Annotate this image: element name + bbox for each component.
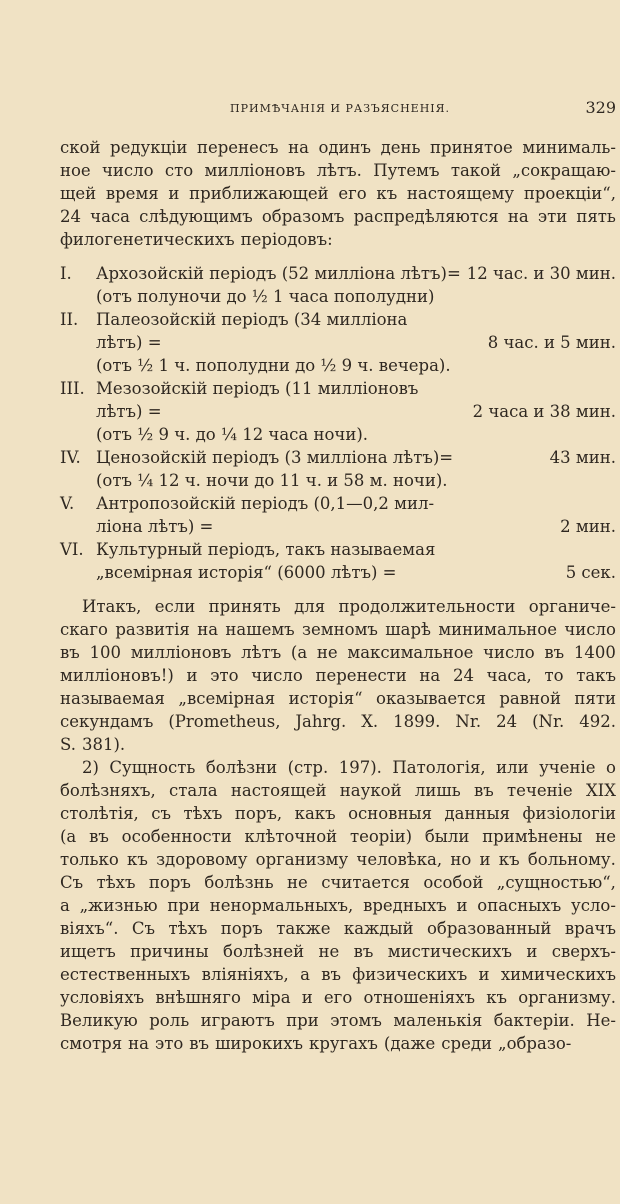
word: и bbox=[478, 965, 490, 984]
period-numeral bbox=[60, 423, 96, 446]
word: врачъ bbox=[564, 919, 616, 938]
word: (Nr. bbox=[532, 712, 565, 731]
period-text bbox=[96, 308, 612, 331]
period-text bbox=[96, 446, 546, 469]
period-description: (отъ ½ 9 ч. до ¼ 12 часа ночи). bbox=[96, 425, 369, 444]
word: особой bbox=[423, 873, 484, 892]
word: на bbox=[288, 138, 309, 157]
text-line bbox=[60, 618, 616, 641]
text-line bbox=[60, 1032, 616, 1055]
word: кругахъ bbox=[309, 1034, 378, 1053]
word: равной bbox=[499, 689, 561, 708]
period-text bbox=[96, 492, 612, 515]
word: играютъ bbox=[200, 1011, 275, 1030]
word: (а bbox=[290, 643, 308, 662]
word: не bbox=[316, 643, 338, 662]
period-text bbox=[96, 377, 612, 400]
word: въ bbox=[60, 643, 80, 662]
word: не bbox=[318, 942, 340, 961]
word: называемая bbox=[60, 689, 165, 708]
word: образомъ bbox=[261, 207, 345, 226]
word: 24 bbox=[496, 712, 518, 731]
word: „сущностью“, bbox=[496, 873, 616, 892]
word: развитія bbox=[115, 620, 190, 639]
period-text bbox=[96, 469, 612, 492]
period-numeral bbox=[60, 331, 96, 354]
word: „сокращаю- bbox=[512, 161, 616, 180]
text-line bbox=[60, 756, 616, 779]
period-description: Архозойскій періодъ (52 милліона лѣтъ)= bbox=[96, 264, 461, 283]
word: максимальное bbox=[347, 643, 474, 662]
word: физическихъ bbox=[352, 965, 468, 984]
period-description: Ценозойскій періодъ (3 милліона лѣтъ)= bbox=[96, 448, 454, 467]
word: роль bbox=[149, 1011, 190, 1030]
period-duration: 2 часа и 38 мин. bbox=[472, 402, 616, 421]
word: 1899. bbox=[393, 712, 441, 731]
word: милліоновъ bbox=[204, 161, 306, 180]
word: милліоновъ bbox=[130, 643, 232, 662]
period-description: лѣтъ) = bbox=[96, 402, 162, 421]
text-line bbox=[60, 871, 616, 894]
word: Jahrg. bbox=[295, 712, 347, 731]
word: Съ bbox=[131, 919, 156, 938]
word: человѣка, bbox=[356, 850, 443, 869]
word: его bbox=[323, 988, 353, 1007]
word: внѣшняго bbox=[155, 988, 241, 1007]
intro-paragraph bbox=[60, 136, 616, 251]
word: этомъ bbox=[330, 1011, 382, 1030]
word: ской bbox=[60, 138, 101, 157]
word: земномъ bbox=[302, 620, 378, 639]
period-description: ліона лѣтъ) = bbox=[96, 517, 214, 536]
period-text bbox=[96, 400, 469, 423]
word: но bbox=[450, 850, 472, 869]
text-line bbox=[60, 894, 616, 917]
word: пяти bbox=[574, 689, 616, 708]
word: нашемъ bbox=[225, 620, 295, 639]
word: усло- bbox=[570, 896, 616, 915]
period-numeral: III. bbox=[60, 379, 85, 398]
running-title: ПРИМѢЧАНІЯ И РАЗЪЯСНЕНІЯ. bbox=[230, 102, 451, 115]
text-line bbox=[60, 136, 616, 159]
word: а bbox=[60, 896, 70, 915]
text-line bbox=[60, 1009, 616, 1032]
word: среди bbox=[441, 1034, 493, 1053]
word: вліяніяхъ, bbox=[201, 965, 289, 984]
word: о bbox=[605, 758, 616, 777]
word: (стр. bbox=[287, 758, 329, 777]
word: число bbox=[564, 620, 616, 639]
word: лѣтъ bbox=[241, 643, 282, 662]
period-text bbox=[96, 561, 562, 584]
word: теоріи) bbox=[349, 827, 413, 846]
word: Путемъ bbox=[373, 161, 440, 180]
word: 1400 bbox=[573, 643, 616, 662]
word: пять bbox=[576, 207, 616, 226]
word: и bbox=[301, 988, 313, 1007]
word: 100 bbox=[89, 643, 121, 662]
text-line bbox=[60, 848, 616, 871]
word: органиче- bbox=[528, 597, 616, 616]
period-description: (отъ ¼ 12 ч. ночи до 11 ч. и 58 м. ночи). bbox=[96, 471, 448, 490]
text-line bbox=[60, 963, 616, 986]
word: примѣнены bbox=[482, 827, 583, 846]
disease-paragraph bbox=[60, 756, 616, 1055]
word: 492. bbox=[579, 712, 616, 731]
word: секундамъ bbox=[60, 712, 154, 731]
period-line bbox=[60, 423, 616, 446]
period-description: Палеозойскій періодъ (34 милліона bbox=[96, 310, 408, 329]
word: и bbox=[479, 850, 491, 869]
period-line bbox=[60, 515, 616, 538]
word: особенности bbox=[121, 827, 232, 846]
word: поръ, bbox=[234, 804, 283, 823]
word: естественныхъ bbox=[60, 965, 191, 984]
word: химическихъ bbox=[500, 965, 616, 984]
word: не bbox=[287, 873, 308, 892]
text-line bbox=[60, 182, 616, 205]
period-description: „всемірная исторія“ (6000 лѣтъ) = bbox=[96, 563, 397, 582]
word: при bbox=[286, 1011, 319, 1030]
word: мистическихъ bbox=[387, 942, 512, 961]
word: перенесъ bbox=[196, 138, 279, 157]
word: число bbox=[102, 161, 154, 180]
text-line bbox=[60, 205, 616, 228]
word: „образо- bbox=[498, 1034, 572, 1053]
word: шарѣ bbox=[385, 620, 431, 639]
text-line bbox=[60, 687, 616, 710]
word: часа bbox=[90, 207, 130, 226]
word: здоровому bbox=[156, 850, 248, 869]
word: только bbox=[60, 850, 119, 869]
word: эти bbox=[537, 207, 568, 226]
word: каждый bbox=[343, 919, 414, 938]
period-line bbox=[60, 262, 616, 285]
summary-paragraph bbox=[60, 595, 616, 756]
word: перенести bbox=[315, 666, 407, 685]
period-text bbox=[96, 331, 484, 354]
period-numeral: I. bbox=[60, 264, 72, 283]
word: тѣхъ bbox=[168, 919, 208, 938]
word: Великую bbox=[60, 1011, 138, 1030]
word: XIX bbox=[585, 781, 616, 800]
word: къ bbox=[376, 184, 398, 203]
word: распредѣляются bbox=[353, 207, 499, 226]
word: и bbox=[456, 896, 468, 915]
period-line bbox=[60, 538, 616, 561]
word: въ bbox=[473, 781, 494, 800]
word: Сущность bbox=[109, 758, 196, 777]
period-text bbox=[96, 285, 612, 308]
word: число bbox=[251, 666, 303, 685]
word: теченіе bbox=[507, 781, 573, 800]
word: ненормальныхъ, bbox=[209, 896, 354, 915]
text-line bbox=[60, 986, 616, 1009]
period-list bbox=[60, 262, 616, 584]
word: организму. bbox=[518, 988, 616, 1007]
period-description: Мезозойскій періодъ (11 милліоновъ bbox=[96, 379, 419, 398]
page-number: 329 bbox=[585, 98, 616, 117]
word: Итакъ, bbox=[82, 597, 142, 616]
word: при bbox=[167, 896, 200, 915]
word: принять bbox=[208, 597, 281, 616]
word: такъ bbox=[576, 666, 616, 685]
word: лишь bbox=[414, 781, 461, 800]
word: 197). bbox=[338, 758, 382, 777]
word: 381). bbox=[81, 735, 126, 754]
text-line bbox=[60, 159, 616, 182]
word: лѣтъ. bbox=[316, 161, 362, 180]
text-line bbox=[60, 733, 616, 756]
word: если bbox=[154, 597, 196, 616]
period-line bbox=[60, 377, 616, 400]
word: періодовъ: bbox=[240, 230, 333, 249]
word: Съ bbox=[60, 873, 84, 892]
word: не bbox=[595, 827, 616, 846]
word: а bbox=[300, 965, 310, 984]
period-description: (отъ ½ 1 ч. пополудни до ½ 9 ч. вечера). bbox=[96, 356, 451, 375]
word: щей bbox=[60, 184, 97, 203]
word: наукой bbox=[339, 781, 402, 800]
period-numeral: IV. bbox=[60, 448, 81, 467]
text-line bbox=[60, 228, 616, 251]
word: Не- bbox=[586, 1011, 616, 1030]
period-numeral bbox=[60, 285, 96, 308]
period-line bbox=[60, 561, 616, 584]
text-line bbox=[60, 641, 616, 664]
word: болѣзней bbox=[223, 942, 305, 961]
period-line bbox=[60, 446, 616, 469]
period-line bbox=[60, 354, 616, 377]
word: вредныхъ bbox=[363, 896, 447, 915]
word: также bbox=[276, 919, 331, 938]
word: число bbox=[483, 643, 535, 662]
period-line bbox=[60, 400, 616, 423]
word: настоящей bbox=[230, 781, 327, 800]
word: и bbox=[526, 942, 538, 961]
word: въ bbox=[321, 965, 341, 984]
period-description: (отъ полуночи до ½ 1 часа пополудни) bbox=[96, 287, 435, 306]
word: исторія“ bbox=[288, 689, 363, 708]
period-text bbox=[96, 538, 612, 561]
word: къ bbox=[498, 850, 520, 869]
word: милліоновъ!) bbox=[60, 666, 174, 685]
period-text bbox=[96, 354, 612, 377]
word: условіяхъ bbox=[60, 988, 145, 1007]
word: къ bbox=[127, 850, 148, 869]
period-duration: 2 мин. bbox=[560, 517, 616, 536]
period-line bbox=[60, 285, 616, 308]
period-numeral: VI. bbox=[60, 540, 84, 559]
period-text bbox=[96, 515, 556, 538]
period-description: Антропозойскій періодъ (0,1—0,2 мил- bbox=[96, 494, 435, 513]
word: слѣдующимъ bbox=[139, 207, 253, 226]
text-line bbox=[60, 825, 616, 848]
word: считается bbox=[321, 873, 410, 892]
word: ное bbox=[60, 161, 91, 180]
word: минималь- bbox=[522, 138, 616, 157]
period-numeral bbox=[60, 561, 96, 584]
period-numeral: V. bbox=[60, 494, 75, 513]
word: съ bbox=[151, 804, 172, 823]
word: или bbox=[496, 758, 529, 777]
period-numeral bbox=[60, 354, 96, 377]
word: 2) bbox=[82, 758, 99, 777]
word: S. bbox=[60, 735, 76, 754]
word: болѣзняхъ, bbox=[60, 781, 156, 800]
word: физіологіи bbox=[522, 804, 616, 823]
word: въ bbox=[189, 1034, 210, 1053]
word: 24 bbox=[452, 666, 474, 685]
word: это bbox=[154, 1034, 184, 1053]
word: ищетъ bbox=[60, 942, 116, 961]
period-numeral bbox=[60, 515, 96, 538]
word: „жизнью bbox=[79, 896, 158, 915]
word: редукціи bbox=[110, 138, 188, 157]
word: его bbox=[338, 184, 367, 203]
word: стала bbox=[169, 781, 218, 800]
word: больному. bbox=[527, 850, 616, 869]
text-line bbox=[60, 595, 616, 618]
word: сто bbox=[164, 161, 194, 180]
word: филогенетическихъ bbox=[60, 230, 235, 249]
text-line bbox=[60, 917, 616, 940]
period-line bbox=[60, 308, 616, 331]
word: X. bbox=[361, 712, 379, 731]
period-line bbox=[60, 331, 616, 354]
word: Патологія, bbox=[392, 758, 486, 777]
period-duration: 43 мин. bbox=[549, 448, 616, 467]
word: смотря bbox=[60, 1034, 123, 1053]
text-line bbox=[60, 779, 616, 802]
word: такой bbox=[450, 161, 502, 180]
word: оказывается bbox=[376, 689, 486, 708]
word: столѣтія, bbox=[60, 804, 139, 823]
word: день bbox=[380, 138, 421, 157]
word: поръ bbox=[148, 873, 191, 892]
word: болѣзни bbox=[205, 758, 278, 777]
text-line bbox=[60, 710, 616, 733]
word: міра bbox=[252, 988, 291, 1007]
page-header bbox=[60, 98, 616, 122]
period-description: лѣтъ) = bbox=[96, 333, 162, 352]
word: ученіе bbox=[539, 758, 596, 777]
word: образованный bbox=[426, 919, 552, 938]
word: одинъ bbox=[318, 138, 372, 157]
word: продолжительности bbox=[338, 597, 516, 616]
word: настоящему bbox=[406, 184, 515, 203]
word: были bbox=[424, 827, 470, 846]
word: „всемірная bbox=[178, 689, 276, 708]
word: отношеніяхъ bbox=[363, 988, 476, 1007]
word: въ bbox=[544, 643, 565, 662]
word: на bbox=[197, 620, 219, 639]
period-numeral bbox=[60, 400, 96, 423]
word: тѣхъ bbox=[96, 873, 136, 892]
period-duration: 12 час. и 30 мин. bbox=[466, 264, 616, 283]
word: къ bbox=[486, 988, 508, 1007]
word: причины bbox=[130, 942, 209, 961]
word: то bbox=[544, 666, 564, 685]
period-line bbox=[60, 469, 616, 492]
word: какъ bbox=[294, 804, 336, 823]
word: основныя bbox=[348, 804, 433, 823]
period-duration: 8 час. и 5 мин. bbox=[487, 333, 616, 352]
word: широкихъ bbox=[215, 1034, 304, 1053]
word: и bbox=[168, 184, 180, 203]
word: поръ bbox=[220, 919, 263, 938]
word: на bbox=[507, 207, 529, 226]
word: болѣзнь bbox=[204, 873, 274, 892]
word: это bbox=[210, 666, 239, 685]
word: 24 bbox=[60, 207, 81, 226]
word: скаго bbox=[60, 620, 108, 639]
word: віяхъ“. bbox=[60, 919, 119, 938]
word: (даже bbox=[383, 1034, 436, 1053]
word: въ bbox=[89, 827, 109, 846]
word: проекціи“, bbox=[523, 184, 616, 203]
word: часа, bbox=[486, 666, 532, 685]
period-duration: 5 сек. bbox=[565, 563, 616, 582]
word: и bbox=[186, 666, 198, 685]
word: клѣточной bbox=[244, 827, 338, 846]
word: опасныхъ bbox=[477, 896, 562, 915]
word: тѣхъ bbox=[183, 804, 223, 823]
word: приближающей bbox=[189, 184, 329, 203]
period-numeral bbox=[60, 469, 96, 492]
word: принятое bbox=[430, 138, 513, 157]
text-line bbox=[60, 940, 616, 963]
period-numeral: II. bbox=[60, 310, 79, 329]
word: время bbox=[105, 184, 159, 203]
period-line bbox=[60, 492, 616, 515]
word: маленькія bbox=[393, 1011, 483, 1030]
period-description: Культурный періодъ, такъ называемая bbox=[96, 540, 436, 559]
word: въ bbox=[353, 942, 374, 961]
word: на bbox=[419, 666, 441, 685]
word: Nr. bbox=[455, 712, 482, 731]
word: для bbox=[294, 597, 326, 616]
word: минимальное bbox=[438, 620, 558, 639]
body-text bbox=[60, 136, 616, 1055]
word: (а bbox=[60, 827, 77, 846]
word: организму bbox=[255, 850, 349, 869]
word: (Prometheus, bbox=[168, 712, 281, 731]
period-text bbox=[96, 262, 463, 285]
word: бактеріи. bbox=[493, 1011, 575, 1030]
word: на bbox=[128, 1034, 149, 1053]
word: сверхъ- bbox=[551, 942, 616, 961]
text-line bbox=[60, 802, 616, 825]
text-line bbox=[60, 664, 616, 687]
word: данныя bbox=[444, 804, 511, 823]
period-text bbox=[96, 423, 612, 446]
